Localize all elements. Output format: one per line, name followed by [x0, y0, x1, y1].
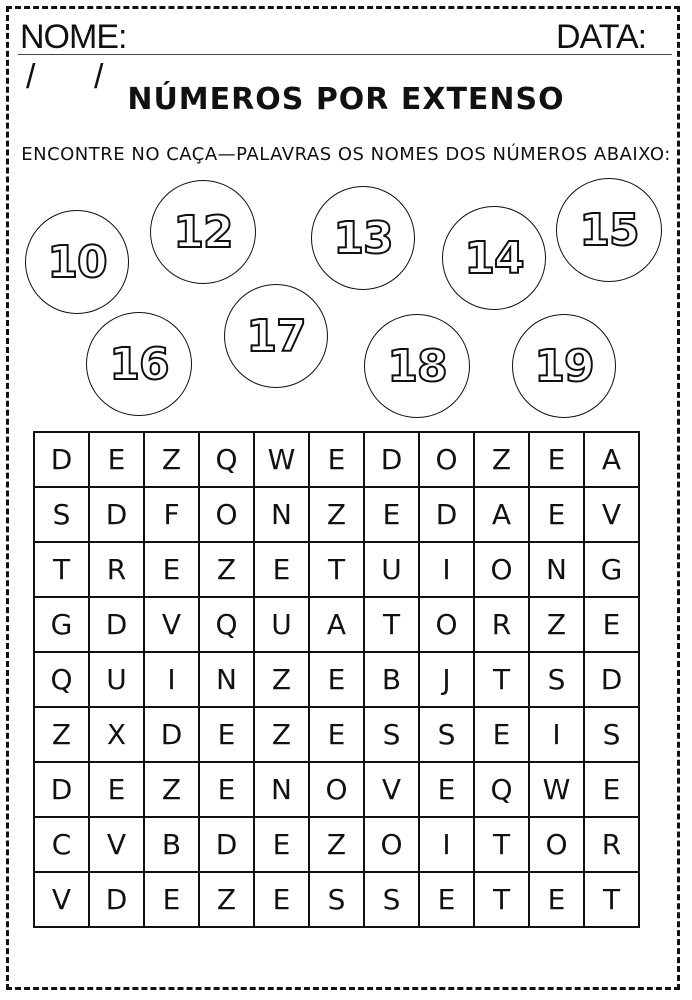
grid-cell[interactable]: E: [364, 487, 419, 542]
grid-cell[interactable]: D: [584, 652, 639, 707]
grid-cell[interactable]: Q: [474, 762, 529, 817]
grid-cell[interactable]: O: [199, 487, 254, 542]
number-circle-17: [224, 284, 328, 388]
grid-cell[interactable]: Z: [144, 432, 199, 487]
number-label: 12: [173, 206, 233, 258]
grid-cell[interactable]: R: [584, 817, 639, 872]
grid-cell[interactable]: A: [474, 487, 529, 542]
grid-cell[interactable]: E: [474, 707, 529, 762]
grid-cell[interactable]: N: [529, 542, 584, 597]
grid-cell[interactable]: O: [364, 817, 419, 872]
grid-cell[interactable]: Z: [309, 487, 364, 542]
number-circle-12: [150, 180, 256, 284]
grid-cell[interactable]: Q: [199, 432, 254, 487]
grid-cell[interactable]: Z: [199, 542, 254, 597]
grid-cell[interactable]: S: [584, 707, 639, 762]
grid-cell[interactable]: O: [309, 762, 364, 817]
grid-cell[interactable]: E: [199, 707, 254, 762]
grid-cell[interactable]: Z: [34, 707, 89, 762]
number-circle-16: [86, 312, 192, 416]
number-label: 14: [464, 232, 524, 284]
grid-cell[interactable]: V: [144, 597, 199, 652]
grid-cell[interactable]: T: [584, 872, 639, 927]
grid-cell[interactable]: E: [529, 432, 584, 487]
grid-row: [34, 652, 639, 707]
grid-cell[interactable]: R: [474, 597, 529, 652]
grid-cell[interactable]: Q: [199, 597, 254, 652]
grid-cell[interactable]: Z: [144, 762, 199, 817]
grid-cell[interactable]: E: [309, 707, 364, 762]
number-label: 19: [534, 340, 594, 392]
number-circle-15: [556, 178, 662, 282]
grid-cell[interactable]: U: [364, 542, 419, 597]
grid-cell[interactable]: J: [419, 652, 474, 707]
number-label: 13: [333, 212, 393, 264]
grid-cell[interactable]: E: [529, 487, 584, 542]
grid-cell[interactable]: E: [584, 597, 639, 652]
number-label: 18: [387, 340, 447, 392]
grid-cell[interactable]: V: [34, 872, 89, 927]
grid-cell[interactable]: E: [529, 872, 584, 927]
grid-cell[interactable]: E: [89, 432, 144, 487]
grid-cell[interactable]: D: [89, 597, 144, 652]
instructions: ENCONTRE NO CAÇA—PALAVRAS OS NOMES DOS NÚMEROS ABAIXO:: [21, 144, 671, 165]
grid-cell[interactable]: R: [89, 542, 144, 597]
grid-cell[interactable]: U: [254, 597, 309, 652]
grid-cell[interactable]: E: [309, 652, 364, 707]
grid-cell[interactable]: G: [34, 597, 89, 652]
grid-cell[interactable]: F: [144, 487, 199, 542]
grid-cell[interactable]: O: [419, 597, 474, 652]
grid-row: [34, 432, 639, 487]
date-slash-1: /: [26, 58, 36, 96]
date-slash-2: /: [94, 58, 104, 96]
grid-cell[interactable]: T: [474, 652, 529, 707]
number-label: 16: [109, 338, 169, 390]
date-label: DATA:: [556, 18, 647, 56]
grid-cell[interactable]: E: [419, 762, 474, 817]
grid-cell[interactable]: O: [419, 432, 474, 487]
grid-cell[interactable]: S: [364, 707, 419, 762]
grid-cell[interactable]: D: [199, 817, 254, 872]
grid-cell[interactable]: T: [34, 542, 89, 597]
grid-cell[interactable]: G: [584, 542, 639, 597]
grid-cell[interactable]: Z: [529, 597, 584, 652]
grid-cell[interactable]: E: [254, 817, 309, 872]
grid-row: [34, 762, 639, 817]
grid-cell[interactable]: A: [584, 432, 639, 487]
grid-cell[interactable]: Z: [309, 817, 364, 872]
number-label: 17: [246, 310, 306, 362]
name-label: NOME:: [20, 18, 127, 56]
grid-cell[interactable]: O: [474, 542, 529, 597]
grid-cell[interactable]: D: [364, 432, 419, 487]
grid-row: [34, 542, 639, 597]
grid-cell[interactable]: S: [364, 872, 419, 927]
grid-cell[interactable]: U: [89, 652, 144, 707]
grid-cell[interactable]: V: [89, 817, 144, 872]
grid-cell[interactable]: S: [419, 707, 474, 762]
grid-cell[interactable]: W: [254, 432, 309, 487]
grid-cell[interactable]: Z: [474, 432, 529, 487]
number-circle-14: [442, 206, 546, 310]
grid-cell[interactable]: W: [529, 762, 584, 817]
grid-cell[interactable]: Z: [254, 707, 309, 762]
grid-cell[interactable]: D: [144, 707, 199, 762]
grid-cell[interactable]: E: [254, 872, 309, 927]
grid-cell[interactable]: T: [309, 542, 364, 597]
name-date-line: [18, 54, 672, 55]
grid-cell[interactable]: E: [309, 432, 364, 487]
grid-row: [34, 817, 639, 872]
grid-cell[interactable]: E: [419, 872, 474, 927]
grid-cell[interactable]: S: [34, 487, 89, 542]
grid-cell[interactable]: V: [364, 762, 419, 817]
grid-cell[interactable]: D: [89, 872, 144, 927]
number-circle-10: [25, 210, 129, 314]
grid-cell[interactable]: T: [364, 597, 419, 652]
number-circle-13: [311, 186, 415, 290]
page-title: NÚMEROS POR EXTENSO: [127, 82, 565, 117]
grid-cell[interactable]: D: [34, 762, 89, 817]
grid-cell[interactable]: I: [419, 817, 474, 872]
grid-cell[interactable]: D: [89, 487, 144, 542]
grid-cell[interactable]: E: [254, 542, 309, 597]
grid-cell[interactable]: A: [309, 597, 364, 652]
grid-cell[interactable]: D: [34, 432, 89, 487]
grid-cell[interactable]: E: [199, 762, 254, 817]
number-circle-19: [512, 314, 616, 418]
grid-cell[interactable]: X: [89, 707, 144, 762]
grid-row: [34, 487, 639, 542]
grid-cell[interactable]: E: [144, 872, 199, 927]
grid-cell[interactable]: N: [254, 762, 309, 817]
grid-cell[interactable]: V: [584, 487, 639, 542]
grid-cell[interactable]: S: [529, 652, 584, 707]
number-circle-18: [364, 314, 470, 418]
grid-cell[interactable]: E: [89, 762, 144, 817]
grid-cell[interactable]: E: [144, 542, 199, 597]
grid-cell[interactable]: Q: [34, 652, 89, 707]
grid-cell[interactable]: D: [419, 487, 474, 542]
grid-cell[interactable]: B: [144, 817, 199, 872]
grid-cell[interactable]: O: [529, 817, 584, 872]
grid-row: [34, 872, 639, 927]
grid-cell[interactable]: B: [364, 652, 419, 707]
grid-cell[interactable]: T: [474, 872, 529, 927]
grid-cell[interactable]: C: [34, 817, 89, 872]
grid-cell[interactable]: Z: [199, 872, 254, 927]
grid-cell[interactable]: Z: [254, 652, 309, 707]
grid-cell[interactable]: S: [309, 872, 364, 927]
number-label: 10: [47, 236, 107, 288]
grid-cell[interactable]: I: [419, 542, 474, 597]
grid-row: [34, 597, 639, 652]
number-label: 15: [579, 204, 639, 256]
grid-cell[interactable]: T: [474, 817, 529, 872]
grid-cell[interactable]: N: [199, 652, 254, 707]
grid-cell[interactable]: I: [144, 652, 199, 707]
word-search-grid: [33, 431, 640, 928]
grid-cell[interactable]: N: [254, 487, 309, 542]
grid-cell[interactable]: I: [529, 707, 584, 762]
grid-cell[interactable]: E: [584, 762, 639, 817]
grid-row: [34, 707, 639, 762]
